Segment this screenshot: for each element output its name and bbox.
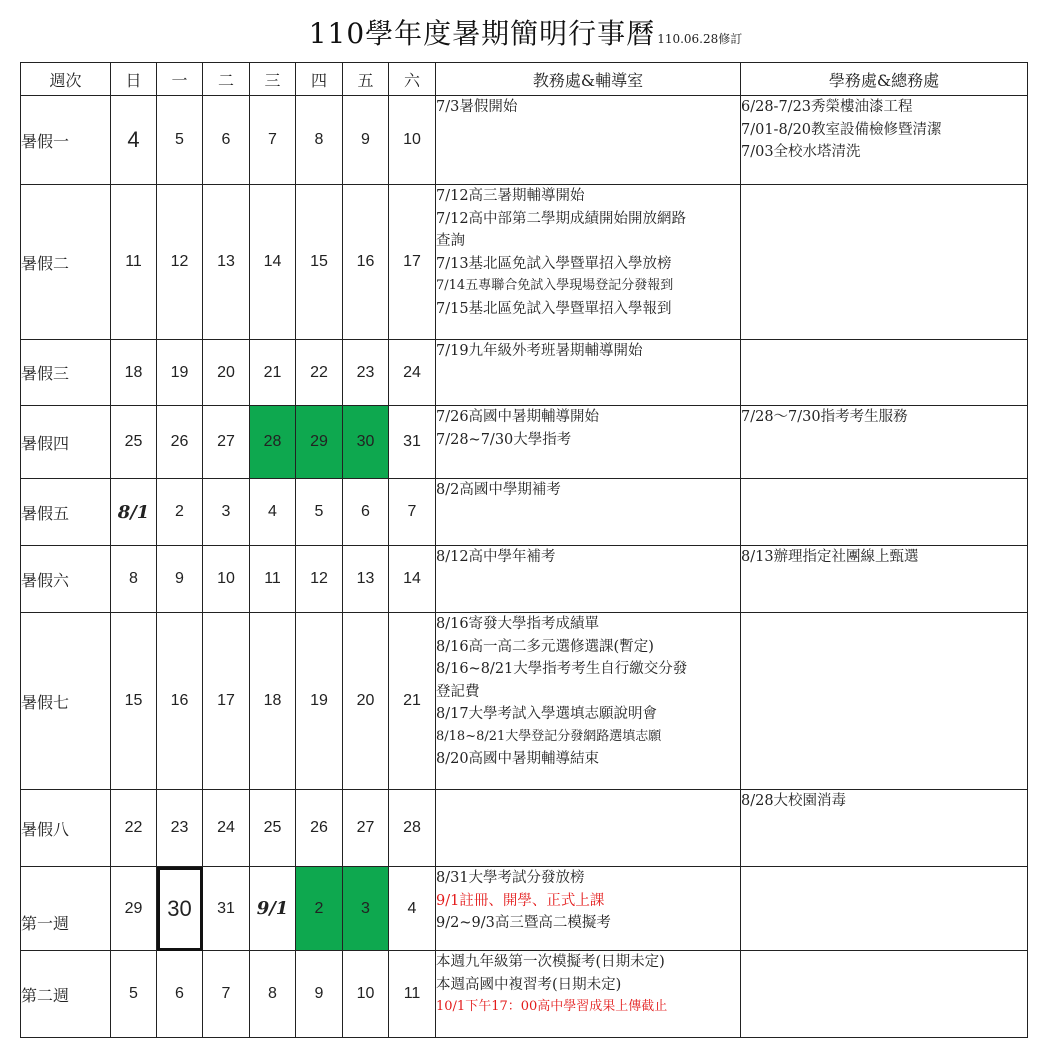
note-line: 8/12高中學年補考: [436, 549, 556, 565]
note-line: 8/2高國中學期補考: [436, 482, 561, 498]
note-line: 8/16寄發大學指考成績單: [436, 616, 600, 632]
header-tue: 二: [203, 63, 250, 96]
day-cell: 27: [203, 406, 250, 479]
title-main: 110學年度暑期簡明行事曆: [308, 17, 656, 50]
day-cell-highlighted: 29: [296, 406, 343, 479]
day-cell: 19: [296, 613, 343, 790]
day-cell: 8: [296, 96, 343, 185]
day-cell: 12: [157, 185, 203, 340]
week-label: 第一週: [21, 867, 111, 951]
student-notes: [741, 96, 1028, 185]
note-line: 7/28～7/30指考考生服務: [741, 409, 908, 425]
day-cell: 27: [343, 790, 389, 867]
note-line: 7/3暑假開始: [436, 99, 518, 115]
note-line: 7/26高國中暑期輔導開始: [436, 409, 600, 425]
note-line: 7/28~7/30大學指考: [436, 431, 572, 448]
note-line: 8/16高一高二多元選修選課(暫定): [436, 638, 654, 655]
academic-notes: [436, 96, 741, 185]
week-label: 暑假六: [21, 546, 111, 613]
note-line: 本週高國中複習考(日期未定): [436, 976, 622, 993]
day-cell: 9: [343, 96, 389, 185]
week-label: 第二週: [21, 951, 111, 1038]
header-sat: 六: [389, 63, 436, 96]
day-cell: 29: [111, 867, 157, 951]
week-row: [21, 340, 1028, 406]
note-line-important: 10/1下午17：00高中學習成果上傳截止: [436, 999, 668, 1014]
day-cell: 28: [389, 790, 436, 867]
week-row: [21, 613, 1028, 790]
day-cell: 9/1: [250, 867, 296, 951]
week-label: 暑假四: [21, 406, 111, 479]
day-cell: 17: [203, 613, 250, 790]
note-line: 7/14五專聯合免試入學現場登記分發報到: [436, 278, 674, 293]
day-cell: 31: [389, 406, 436, 479]
week-label: 暑假八: [21, 790, 111, 867]
academic-notes: [436, 185, 741, 340]
note-line: 7/13基北區免試入學暨單招入學放榜: [436, 255, 672, 272]
day-cell: 13: [343, 546, 389, 613]
day-cell: 24: [203, 790, 250, 867]
note-line: 8/17大學考試入學選填志願說明會: [436, 706, 658, 722]
academic-notes: [436, 613, 741, 790]
day-cell: 3: [203, 479, 250, 546]
day-cell: 20: [343, 613, 389, 790]
note-line: 6/28-7/23秀榮樓油漆工程: [741, 99, 913, 115]
header-row: [21, 63, 1028, 96]
day-cell: 2: [157, 479, 203, 546]
day-cell: 11: [389, 951, 436, 1038]
day-cell: 9: [157, 546, 203, 613]
day-cell-highlighted: 2: [296, 867, 343, 951]
note-line: 7/19九年級外考班暑期輔導開始: [436, 343, 643, 359]
header-week: 週次: [21, 63, 111, 96]
day-cell: 21: [389, 613, 436, 790]
note-line: 8/16~8/21大學指考考生自行繳交分發: [436, 661, 688, 677]
day-cell-highlighted: 28: [250, 406, 296, 479]
day-cell: 25: [111, 406, 157, 479]
revision-date: 110.06.28修訂: [657, 32, 743, 46]
student-notes: [741, 951, 1028, 1038]
day-cell: 20: [203, 340, 250, 406]
note-line: 查詢: [436, 233, 465, 249]
note-line: 7/01-8/20教室設備檢修暨清潔: [741, 121, 942, 138]
day-cell: 22: [111, 790, 157, 867]
header-mon: 一: [157, 63, 203, 96]
academic-notes: [436, 867, 741, 951]
week-row: [21, 406, 1028, 479]
academic-notes: [436, 790, 741, 867]
note-line: 9/2~9/3高三暨高二模擬考: [436, 915, 611, 931]
week-label: 暑假五: [21, 479, 111, 546]
day-cell: 10: [343, 951, 389, 1038]
note-line: 8/20高國中暑期輔導結束: [436, 751, 600, 767]
week-row: [21, 479, 1028, 546]
day-cell: 6: [157, 951, 203, 1038]
academic-notes: [436, 479, 741, 546]
note-line: 8/31大學考試分發放榜: [436, 870, 585, 886]
week-row: [21, 185, 1028, 340]
day-cell: 15: [111, 613, 157, 790]
day-cell: 7: [250, 96, 296, 185]
day-cell: 11: [111, 185, 157, 340]
header-fri: 五: [343, 63, 389, 96]
header-wed: 三: [250, 63, 296, 96]
day-cell: 8: [250, 951, 296, 1038]
day-cell: 6: [343, 479, 389, 546]
day-cell: 5: [111, 951, 157, 1038]
student-notes: [741, 185, 1028, 340]
day-cell: 7: [203, 951, 250, 1038]
day-cell: 11: [250, 546, 296, 613]
note-line-important: 9/1註冊、開學、正式上課: [436, 892, 605, 909]
day-cell: 25: [250, 790, 296, 867]
day-cell: 6: [203, 96, 250, 185]
note-line: 7/15基北區免試入學暨單招入學報到: [436, 300, 672, 317]
day-cell: 10: [389, 96, 436, 185]
academic-notes: [436, 951, 741, 1038]
header-academic: 教務處&輔導室: [436, 63, 741, 96]
day-cell: 16: [157, 613, 203, 790]
day-cell: 4: [389, 867, 436, 951]
day-cell: 8: [111, 546, 157, 613]
day-cell: 7: [389, 479, 436, 546]
header-thu: 四: [296, 63, 343, 96]
note-line: 8/28大校園消毒: [741, 793, 847, 809]
note-line: 7/12高三暑期輔導開始: [436, 188, 585, 204]
day-cell: 17: [389, 185, 436, 340]
day-cell: 5: [296, 479, 343, 546]
student-notes: [741, 613, 1028, 790]
note-line: 登記費: [436, 683, 480, 700]
week-row: [21, 546, 1028, 613]
day-cell: 4: [250, 479, 296, 546]
week-row: [21, 867, 1028, 951]
day-cell: 14: [250, 185, 296, 340]
day-cell-highlighted: 30: [343, 406, 389, 479]
student-notes: [741, 479, 1028, 546]
day-cell: 13: [203, 185, 250, 340]
header-student: 學務處&總務處: [741, 63, 1028, 96]
day-cell: 21: [250, 340, 296, 406]
day-cell: 9: [296, 951, 343, 1038]
day-cell: 23: [157, 790, 203, 867]
day-cell: 5: [157, 96, 203, 185]
header-sun: 日: [111, 63, 157, 96]
student-notes: [741, 546, 1028, 613]
day-cell: 4: [111, 96, 157, 185]
week-row: [21, 951, 1028, 1038]
note-line: 8/18~8/21大學登記分發網路選填志願: [436, 728, 662, 744]
day-cell: 23: [343, 340, 389, 406]
day-cell-highlighted: 3: [343, 867, 389, 951]
day-cell: 18: [111, 340, 157, 406]
calendar-table: [20, 62, 1028, 1038]
student-notes: [741, 867, 1028, 951]
note-line: 本週九年級第一次模擬考(日期未定): [436, 954, 665, 970]
note-line: 7/03全校水塔清洗: [741, 144, 861, 160]
day-cell: 31: [203, 867, 250, 951]
note-line: 8/13辦理指定社團線上甄選: [741, 549, 919, 565]
student-notes: [741, 790, 1028, 867]
student-notes: [741, 340, 1028, 406]
day-cell: 10: [203, 546, 250, 613]
day-cell: 26: [296, 790, 343, 867]
week-row: [21, 790, 1028, 867]
academic-notes: [436, 406, 741, 479]
academic-notes: [436, 546, 741, 613]
day-cell: 18: [250, 613, 296, 790]
day-cell: 14: [389, 546, 436, 613]
week-label: 暑假二: [21, 185, 111, 340]
day-cell: 22: [296, 340, 343, 406]
day-cell: 15: [296, 185, 343, 340]
document-title: [0, 12, 1051, 52]
day-cell: 19: [157, 340, 203, 406]
day-cell: 16: [343, 185, 389, 340]
day-cell: 26: [157, 406, 203, 479]
student-notes: [741, 406, 1028, 479]
academic-notes: [436, 340, 741, 406]
week-row: [21, 96, 1028, 185]
day-cell-today: 30: [157, 867, 203, 951]
day-cell: 8/1: [111, 479, 157, 546]
day-cell: 12: [296, 546, 343, 613]
week-label: 暑假一: [21, 96, 111, 185]
note-line: 7/12高中部第二學期成績開始開放網路: [436, 210, 687, 227]
day-cell: 24: [389, 340, 436, 406]
week-label: 暑假七: [21, 613, 111, 790]
week-label: 暑假三: [21, 340, 111, 406]
